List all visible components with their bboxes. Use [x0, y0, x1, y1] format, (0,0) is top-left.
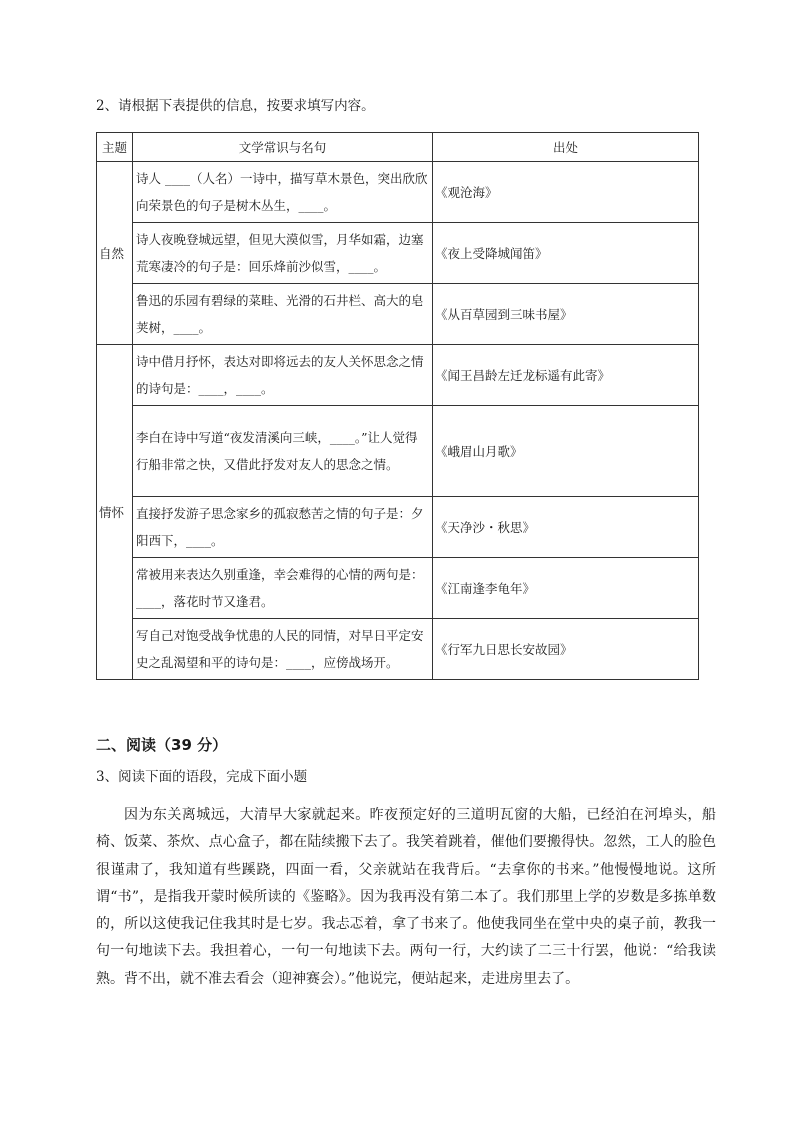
content-cell: 鲁迅的乐园有碧绿的菜畦、光滑的石井栏、高大的皂荚树，____。: [133, 284, 433, 345]
table-row: [97, 497, 699, 558]
table-row: [97, 558, 699, 619]
content-cell: 诗人 ____（人名）一诗中，描写草木景色，突出欣欣向荣景色的句子是树木丛生，____。: [133, 162, 433, 223]
table-header-row: [97, 133, 699, 162]
source-cell: 《天净沙・秋思》: [433, 497, 699, 558]
header-content: 文学常识与名句: [133, 133, 433, 162]
table-row: [97, 223, 699, 284]
source-cell: 《江南逢李龟年》: [433, 558, 699, 619]
header-theme: 主题: [97, 133, 133, 162]
question-2-heading: 2、请根据下表提供的信息，按要求填写内容。: [96, 98, 375, 114]
reading-passage: 因为东关离城远，大清早大家就起来。昨夜预定好的三道明瓦窗的大船，已经泊在河埠头，船椅、饭菜、茶炊、点心盒子，都在陆续搬下去了。我笑着跳着，催他们要搬得快。忽然，工人的脸色很谨肃了，我知道有些蹊跷，四面一看，父亲就站在我背后。“去拿你的书来。”他慢慢地说。这所谓“书”，是指我开蒙时候所读的《鉴略》。因为我再没有第二本了。我们那里上学的岁数是多拣单数的，所以这使我记住我其时是七岁。我忐忑着，拿了书来了。他使我同坐在堂中央的桌子前，教我一句一句地读下去。我担着心，一句一句地读下去。两句一行，大约读了二三十行罢，他说：“给我读熟。背不出，就不准去看会（迎神赛会）。”他说完，便站起来，走进房里去了。: [96, 807, 716, 987]
content-cell: 李白在诗中写道“夜发清溪向三峡，____。”让人觉得行船非常之快，又借此抒发对友人的思念之情。: [133, 406, 433, 497]
header-source: 出处: [433, 133, 699, 162]
table-row: [97, 162, 699, 223]
source-cell: 《观沧海》: [433, 162, 699, 223]
source-cell: 《从百草园到三味书屋》: [433, 284, 699, 345]
content-cell: 常被用来表达久别重逢，幸会难得的心情的两句是：____，落花时节又逢君。: [133, 558, 433, 619]
literature-table: [96, 132, 699, 680]
source-cell: 《峨眉山月歌》: [433, 406, 699, 497]
table-row: [97, 284, 699, 345]
content-cell: 诗中借月抒怀，表达对即将远去的友人关怀思念之情的诗句是：____，____。: [133, 345, 433, 406]
source-cell: 《夜上受降城闻笛》: [433, 223, 699, 284]
source-cell: 《闻王昌龄左迁龙标遥有此寄》: [433, 345, 699, 406]
content-cell: 写自己对饱受战争忧患的人民的同情，对早日平定安史之乱渴望和平的诗句是：____，应傍战场开。: [133, 619, 433, 680]
content-cell: 诗人夜晚登城远望，但见大漠似雪，月华如霜，边塞荒寒凄冷的句子是：回乐烽前沙似雪，____。: [133, 223, 433, 284]
theme-cell-nature: 自然: [97, 162, 133, 345]
content-cell: 直接抒发游子思念家乡的孤寂愁苦之情的句子是：夕阳西下，____。: [133, 497, 433, 558]
table-row: [97, 619, 699, 680]
question-3-heading: 3、阅读下面的语段，完成下面小题: [96, 769, 308, 785]
table-row: [97, 406, 699, 497]
source-cell: 《行军九日思长安故园》: [433, 619, 699, 680]
table-row: [97, 345, 699, 406]
theme-cell-sentiment: 情怀: [97, 345, 133, 680]
section-2-heading: 二、阅读（39 分）: [96, 736, 228, 754]
